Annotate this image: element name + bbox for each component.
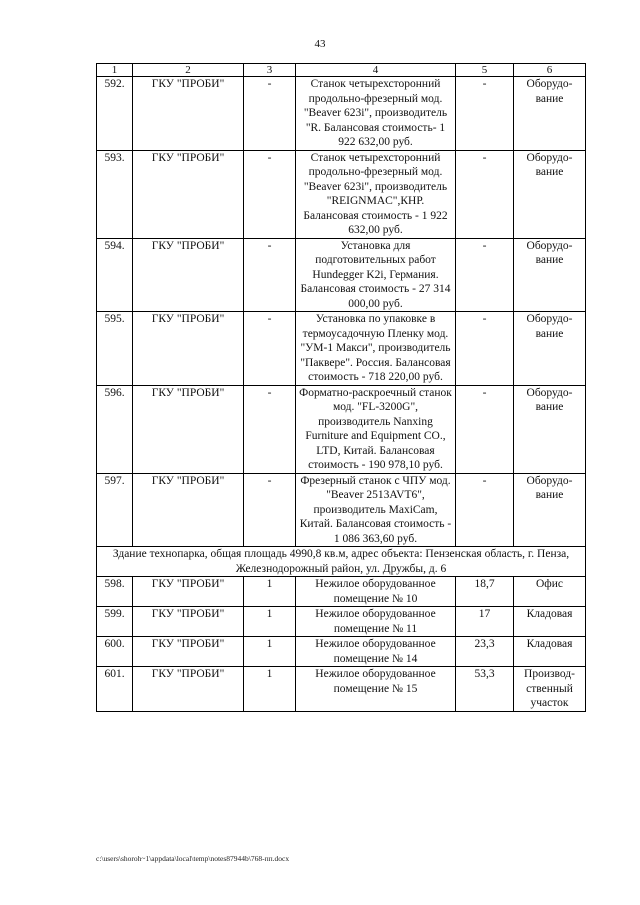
- area: 23,3: [456, 637, 514, 667]
- area: -: [456, 473, 514, 547]
- item-description: Нежилое оборудованное помещение № 11: [296, 607, 456, 637]
- holder-name: ГКУ "ПРОБИ": [133, 238, 244, 312]
- item-description: Станок четырехсторонний продольно-фрезерный мод. "Beaver 623i", производитель "REIGNMAC",КНР. Балансовая стоимость - 1 922 632,00 руб.: [296, 150, 456, 238]
- item-type: Производ- ственный участок: [514, 667, 586, 712]
- column-header: 1: [97, 64, 133, 77]
- row-number: 597.: [97, 473, 133, 547]
- item-type: Оборудо- вание: [514, 312, 586, 386]
- item-description: Нежилое оборудованное помещение № 14: [296, 637, 456, 667]
- quantity: 1: [244, 607, 296, 637]
- column-header: 4: [296, 64, 456, 77]
- item-type: Оборудо- вание: [514, 238, 586, 312]
- row-number: 599.: [97, 607, 133, 637]
- area: -: [456, 385, 514, 473]
- item-type: Кладовая: [514, 607, 586, 637]
- row-number: 594.: [97, 238, 133, 312]
- holder-name: ГКУ "ПРОБИ": [133, 577, 244, 607]
- table-row: [97, 150, 586, 238]
- holder-name: ГКУ "ПРОБИ": [133, 77, 244, 151]
- holder-name: ГКУ "ПРОБИ": [133, 667, 244, 712]
- table-row: [97, 385, 586, 473]
- area: 53,3: [456, 667, 514, 712]
- quantity: -: [244, 238, 296, 312]
- holder-name: ГКУ "ПРОБИ": [133, 607, 244, 637]
- row-number: 600.: [97, 637, 133, 667]
- item-description: Форматно-раскроечный станок мод. "FL-3200G", производитель Nanxing Furniture and Equipment CO., LTD, Китай. Балансовая стоимость - 190 978,10 руб.: [296, 385, 456, 473]
- holder-name: ГКУ "ПРОБИ": [133, 473, 244, 547]
- holder-name: ГКУ "ПРОБИ": [133, 637, 244, 667]
- quantity: -: [244, 385, 296, 473]
- quantity: -: [244, 473, 296, 547]
- quantity: -: [244, 77, 296, 151]
- item-type: Оборудо- вание: [514, 473, 586, 547]
- column-header: 6: [514, 64, 586, 77]
- table-header-row: [97, 64, 586, 77]
- column-header: 5: [456, 64, 514, 77]
- table-row: [97, 607, 586, 637]
- area: 18,7: [456, 577, 514, 607]
- footer-file-path: c:\users\shoroh~1\appdata\local\temp\notes87944b\768-пп.docx: [96, 854, 290, 863]
- area: -: [456, 238, 514, 312]
- area: -: [456, 150, 514, 238]
- area: -: [456, 312, 514, 386]
- item-description: Установка по упаковке в термоусадочную Пленку мод. "УМ-1 Макси", производитель "Паквере". Россия. Балансовая стоимость - 718 220,00 руб.: [296, 312, 456, 386]
- page-number: 43: [314, 38, 326, 50]
- table-row: [97, 637, 586, 667]
- item-type: Оборудо- вание: [514, 150, 586, 238]
- quantity: -: [244, 312, 296, 386]
- item-description: Фрезерный станок с ЧПУ мод. "Beaver 2513AVT6", производитель MaxiCam, Китай. Балансовая стоимость - 1 086 363,60 руб.: [296, 473, 456, 547]
- table-row: [97, 667, 586, 712]
- column-header: 2: [133, 64, 244, 77]
- area: -: [456, 77, 514, 151]
- quantity: 1: [244, 577, 296, 607]
- row-number: 601.: [97, 667, 133, 712]
- row-number: 595.: [97, 312, 133, 386]
- item-description: Нежилое оборудованное помещение № 15: [296, 667, 456, 712]
- row-number: 592.: [97, 77, 133, 151]
- item-type: Оборудо- вание: [514, 77, 586, 151]
- table-row: [97, 77, 586, 151]
- quantity: -: [244, 150, 296, 238]
- item-type: Офис: [514, 577, 586, 607]
- holder-name: ГКУ "ПРОБИ": [133, 312, 244, 386]
- section-title: Здание технопарка, общая площадь 4990,8 кв.м, адрес объекта: Пензенская область, г. Пенза, Железнодорожный район, ул. Дружбы, д. 6: [97, 547, 586, 577]
- row-number: 593.: [97, 150, 133, 238]
- item-type: Оборудо- вание: [514, 385, 586, 473]
- property-register-table: [96, 63, 586, 712]
- holder-name: ГКУ "ПРОБИ": [133, 150, 244, 238]
- item-type: Кладовая: [514, 637, 586, 667]
- item-description: Нежилое оборудованное помещение № 10: [296, 577, 456, 607]
- table-row: [97, 577, 586, 607]
- area: 17: [456, 607, 514, 637]
- item-description: Станок четырехсторонний продольно-фрезерный мод. "Beaver 623i", производитель "R. Балансовая стоимость- 1 922 632,00 руб.: [296, 77, 456, 151]
- quantity: 1: [244, 637, 296, 667]
- table-row: [97, 312, 586, 386]
- holder-name: ГКУ "ПРОБИ": [133, 385, 244, 473]
- table-row: [97, 473, 586, 547]
- item-description: Установка для подготовительных работ Hundegger K2i, Германия. Балансовая стоимость - 27 314 000,00 руб.: [296, 238, 456, 312]
- column-header: 3: [244, 64, 296, 77]
- table-row: [97, 238, 586, 312]
- row-number: 598.: [97, 577, 133, 607]
- row-number: 596.: [97, 385, 133, 473]
- section-row: [97, 547, 586, 577]
- quantity: 1: [244, 667, 296, 712]
